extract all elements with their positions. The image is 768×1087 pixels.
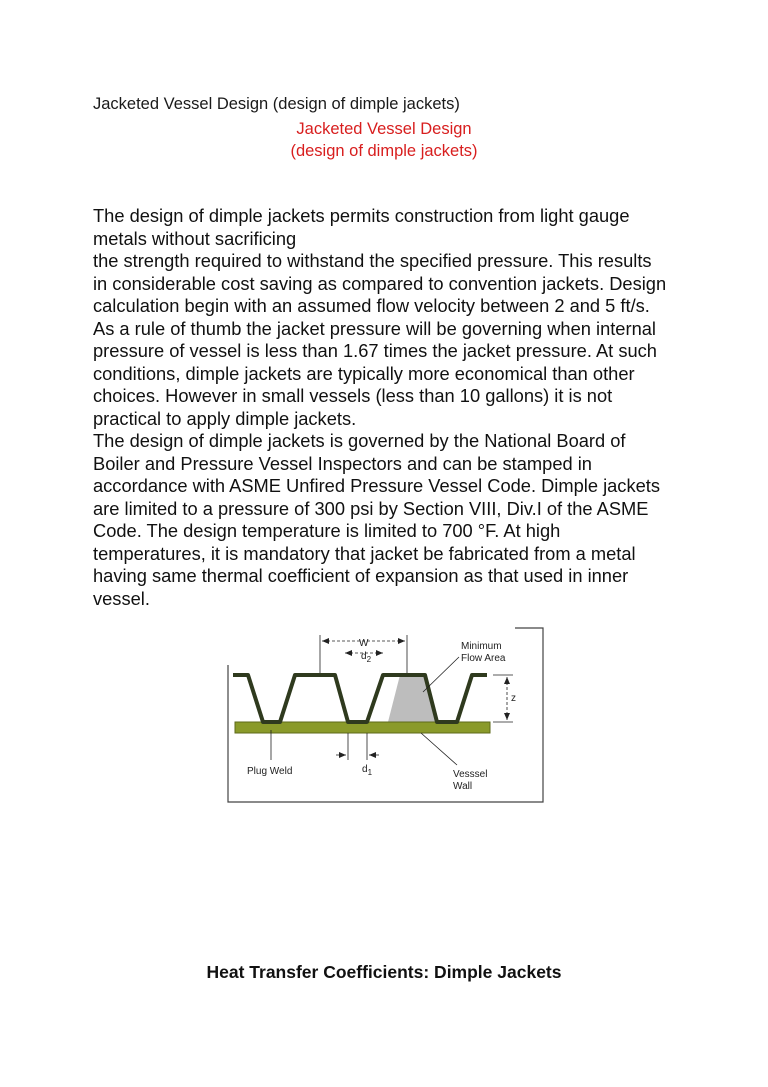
- centered-title: Jacketed Vessel Design: [296, 120, 472, 138]
- paragraph-line: The design of dimple jackets permits construction from light gauge: [93, 205, 630, 226]
- label-d2: $d_2$: [361, 651, 372, 664]
- paragraph-line: practical to apply dimple jackets.: [93, 407, 357, 429]
- label-z: z: [511, 693, 516, 704]
- label-d1: $d_1$: [362, 764, 373, 777]
- paragraph-line: in considerable cost saving as compared to convention jackets. Design: [93, 272, 667, 294]
- paragraph-line: vessel.: [93, 587, 150, 609]
- dimple-jacket-diagram: [225, 625, 545, 805]
- paragraph-line: The design of dimple jackets is governed by the National Board of: [93, 430, 626, 451]
- paragraph-line: calculation begin with an assumed flow velocity between 2 and 5 ft/s.: [93, 295, 650, 316]
- paragraph-line: having same thermal coefficient of expansion as that used in inner: [93, 565, 629, 586]
- label-vessel-2: Wall: [453, 781, 473, 792]
- paragraph-line: Boiler and Pressure Vessel Inspectors and can be stamped in: [93, 452, 592, 474]
- label-min-flow-1: Minimum: [461, 641, 502, 652]
- label-w: W: [359, 638, 369, 649]
- jacket-profile: [233, 675, 487, 722]
- dimple-jacket-svg: [225, 625, 545, 805]
- section-heading: Heat Transfer Coefficients: Dimple Jackets: [206, 962, 562, 982]
- centered-title-block: [0, 118, 768, 162]
- label-min-flow-2: Flow Area: [461, 653, 506, 664]
- paragraph-line: temperatures, it is mandatory that jacket be fabricated from a metal: [93, 542, 636, 564]
- paragraph-line: Code. The design temperature is limited to 700 °F. At high: [93, 520, 561, 541]
- paragraph-line: As a rule of thumb the jacket pressure will be governing when internal: [93, 317, 656, 339]
- centered-subtitle: (design of dimple jackets): [290, 142, 478, 160]
- document-title: Jacketed Vessel Design (design of dimple jackets): [93, 95, 460, 113]
- body-paragraph: [93, 205, 693, 610]
- paragraph-line: pressure of vessel is less than 1.67 times the jacket pressure. At such: [93, 340, 657, 361]
- paragraph-line: are limited to a pressure of 300 psi by Section VIII, Div.I of the ASME: [93, 497, 649, 519]
- label-vessel-1: Vesssel: [453, 769, 488, 780]
- paragraph-line: choices. However in small vessels (less than 10 gallons) it is not: [93, 385, 613, 406]
- paragraph-line: accordance with ASME Unfired Pressure Vessel Code. Dimple jackets: [93, 475, 660, 496]
- label-plug-weld: Plug Weld: [247, 766, 293, 777]
- paragraph-line: conditions, dimple jackets are typically more economical than other: [93, 362, 635, 384]
- paragraph-line: the strength required to withstand the specified pressure. This results: [93, 250, 652, 271]
- paragraph-line: metals without sacrificing: [93, 227, 297, 249]
